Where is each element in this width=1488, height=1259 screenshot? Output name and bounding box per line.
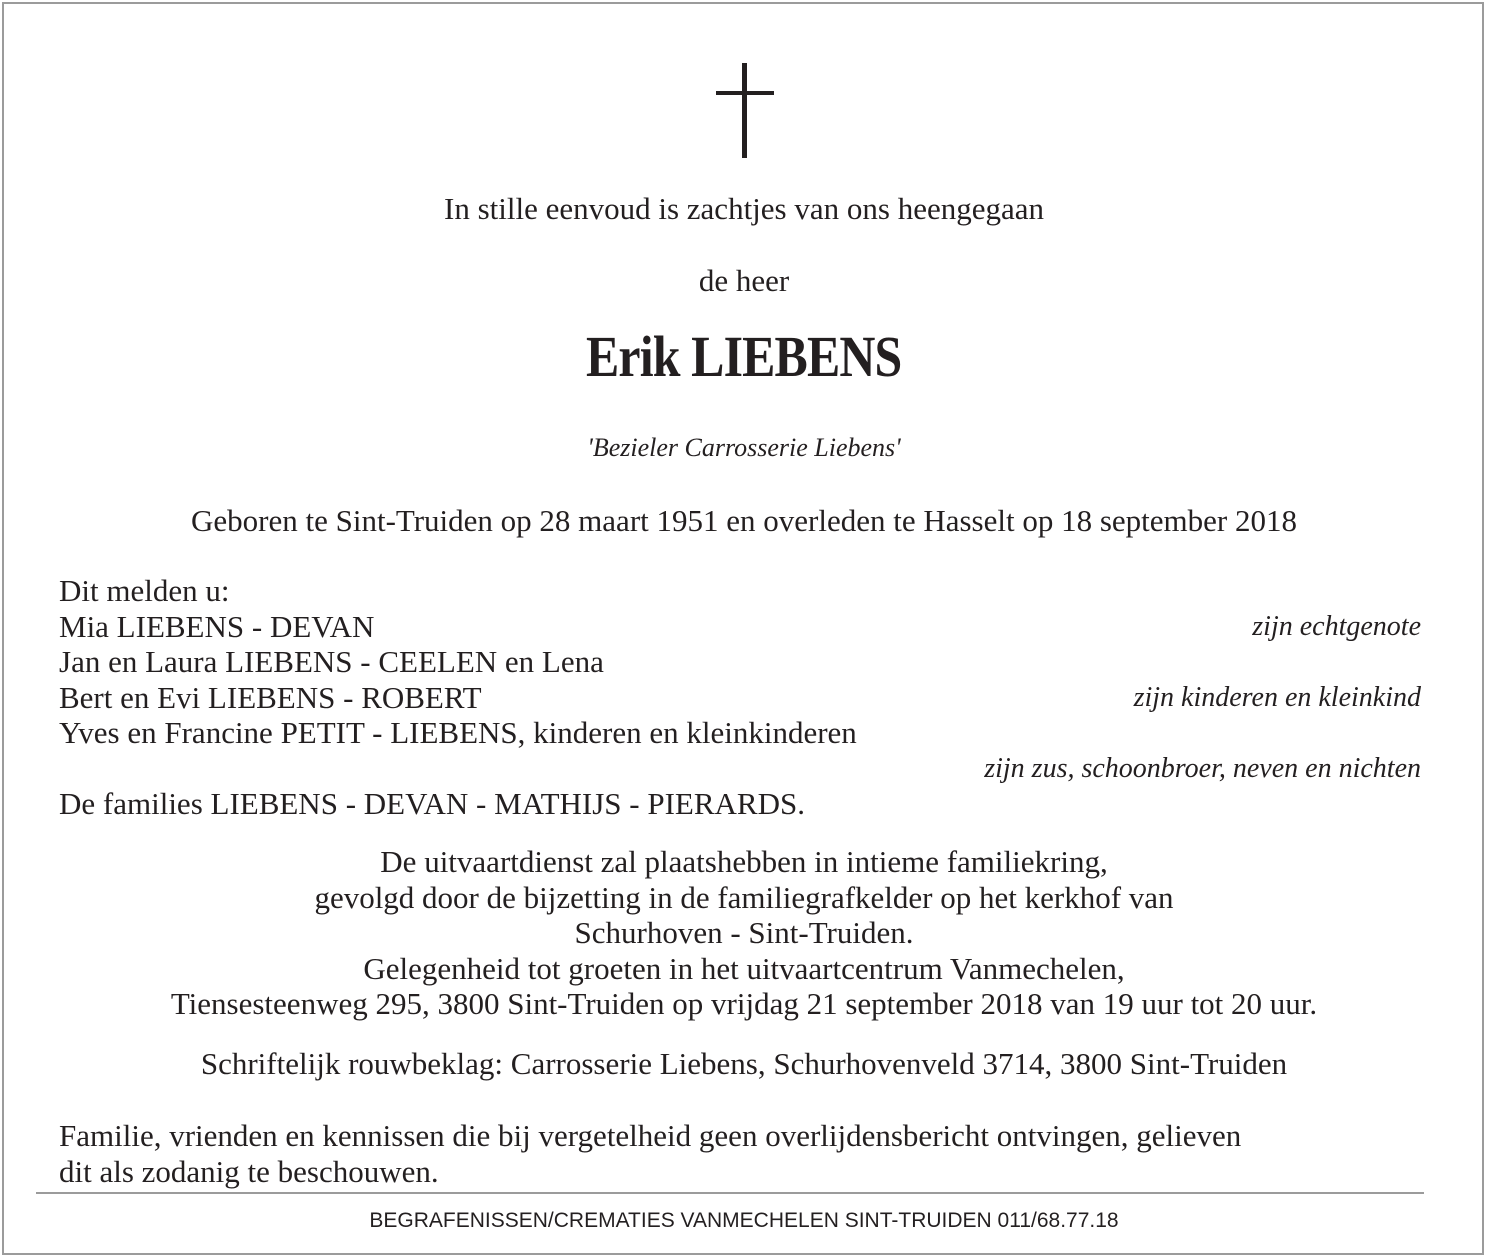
cross-icon <box>716 63 774 158</box>
mourner-row <box>59 609 1421 645</box>
notice-line: Familie, vrienden en kennissen die bij vergetelheid geen overlijdensbericht ontvingen, gelieven <box>59 1118 1242 1153</box>
service-line: gevolgd door de bijzetting in de familiegrafkelder op het kerkhof van <box>314 879 1174 915</box>
service-line: Tiensesteenweg 295, 3800 Sint-Truiden op vrijdag 21 september 2018 van 19 uur tot 20 uur. <box>170 986 1318 1021</box>
notice-line: dit als zodanig te beschouwen. <box>59 1153 439 1189</box>
service-line: Gelegenheid tot groeten in het uitvaartcentrum Vanmechelen, <box>363 950 1125 986</box>
intro-text: In stille eenvoud is zachtjes van ons heengegaan <box>444 191 1044 226</box>
birth-death-dates: Geboren te Sint-Truiden op 28 maart 1951 en overleden te Hasselt op 18 september 2018 <box>191 503 1297 538</box>
mourner-name: De families LIEBENS - DEVAN - MATHIJS - PIERARDS. <box>59 786 805 821</box>
deceased-subtitle: 'Bezieler Carrosserie Liebens' <box>587 433 901 462</box>
mourner-row <box>59 751 1421 787</box>
mourner-name: Yves en Francine PETIT - LIEBENS, kinderen en kleinkinderen <box>59 715 857 750</box>
mourner-name: Mia LIEBENS - DEVAN <box>59 608 375 644</box>
mourner-row <box>59 680 1421 716</box>
mourners-list <box>59 573 1421 822</box>
mourner-name: Jan en Laura LIEBENS - CEELEN en Lena <box>59 644 604 679</box>
mourner-name: Bert en Evi LIEBENS - ROBERT <box>59 679 482 715</box>
mourner-row <box>59 786 1421 822</box>
divider <box>36 1192 1424 1194</box>
service-details <box>0 844 1488 1022</box>
notice-text <box>59 1118 1439 1189</box>
mourner-row <box>59 573 1421 609</box>
mourner-name: Dit melden u: <box>59 573 230 608</box>
mourner-row <box>59 644 1421 680</box>
condolence-address: Schriftelijk rouwbeklag: Carrosserie Liebens, Schurhovenveld 3714, 3800 Sint-Truiden <box>200 1046 1288 1081</box>
honorific-title: de heer <box>698 263 790 298</box>
mourner-relation: zijn echtgenote <box>1252 610 1421 642</box>
funeral-home-footer: BEGRAFENISSEN/CREMATIES VANMECHELEN SINT-TRUIDEN 011/68.77.18 <box>369 1209 1119 1232</box>
deceased-name: Erik LIEBENS <box>586 324 902 389</box>
mourner-row <box>59 715 1421 751</box>
service-line: Schurhoven - Sint-Truiden. <box>574 915 914 950</box>
mourner-relation: zijn kinderen en kleinkind <box>1133 681 1421 713</box>
mourner-relation: zijn zus, schoonbroer, neven en nichten <box>984 752 1421 784</box>
service-line: De uitvaartdienst zal plaatshebben in intieme familiekring, <box>380 844 1108 879</box>
